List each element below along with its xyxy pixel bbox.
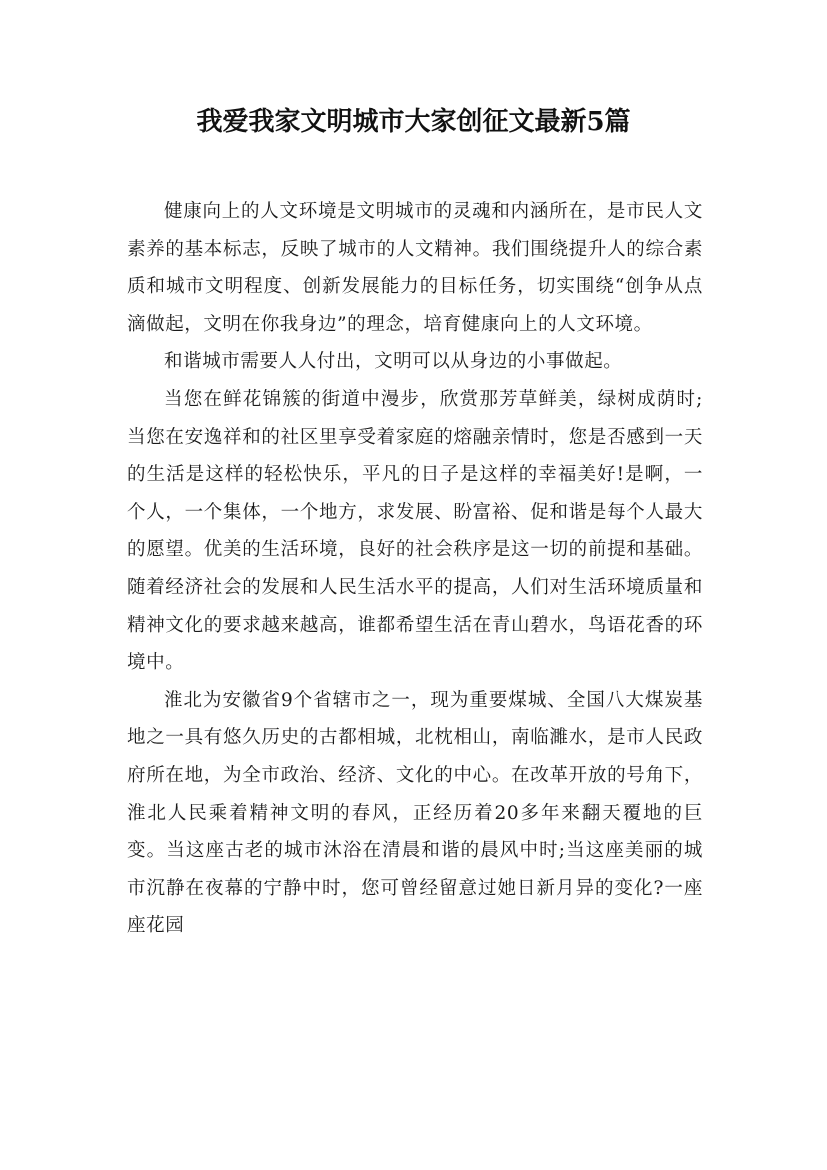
document-body: [127, 193, 703, 945]
paragraph-3: 当您在鲜花锦簇的街道中漫步，欣赏那芳草鲜美，绿树成荫时;当您在安逸祥和的社区里享受着家庭的熔融亲情时，您是否感到一天的生活是这样的轻松快乐，平凡的日子是这样的幸福美好!是啊，一个人，一个集体，一个地方，求发展、盼富裕、促和谐是每个人最大的愿望。优美的生活环境，良好的社会秩序是这一切的前提和基础。随着经济社会的发展和人民生活水平的提高，人们对生活环境质量和精神文化的要求越来越高，谁都希望生活在青山碧水，鸟语花香的环境中。: [127, 388, 703, 674]
paragraph-4: 淮北为安徽省9个省辖市之一，现为重要煤城、全国八大煤炭基地之一具有悠久历史的古都相城，北枕相山，南临濉水，是市人民政府所在地，为全市政治、经济、文化的中心。在改革开放的号角下，淮北人民乘着精神文明的春风，正经历着20多年来翻天覆地的巨变。当这座古老的城市沐浴在清晨和谐的晨风中时;当这座美丽的城市沉静在夜幕的宁静中时，您可曾经留意过她日新月异的变化?一座座花园: [127, 689, 703, 937]
paragraph-2: 和谐城市需要人人付出，文明可以从身边的小事做起。: [164, 351, 623, 373]
document-title: 我爱我家文明城市大家创征文最新5篇: [196, 107, 631, 137]
paragraph-1: 健康向上的人文环境是文明城市的灵魂和内涵所在，是市民人文素养的基本标志，反映了城市的人文精神。我们围绕提升人的综合素质和城市文明程度、创新发展能力的目标任务，切实围绕“创争从点滴做起，文明在你我身边”的理念，培育健康向上的人文环境。: [127, 201, 703, 335]
